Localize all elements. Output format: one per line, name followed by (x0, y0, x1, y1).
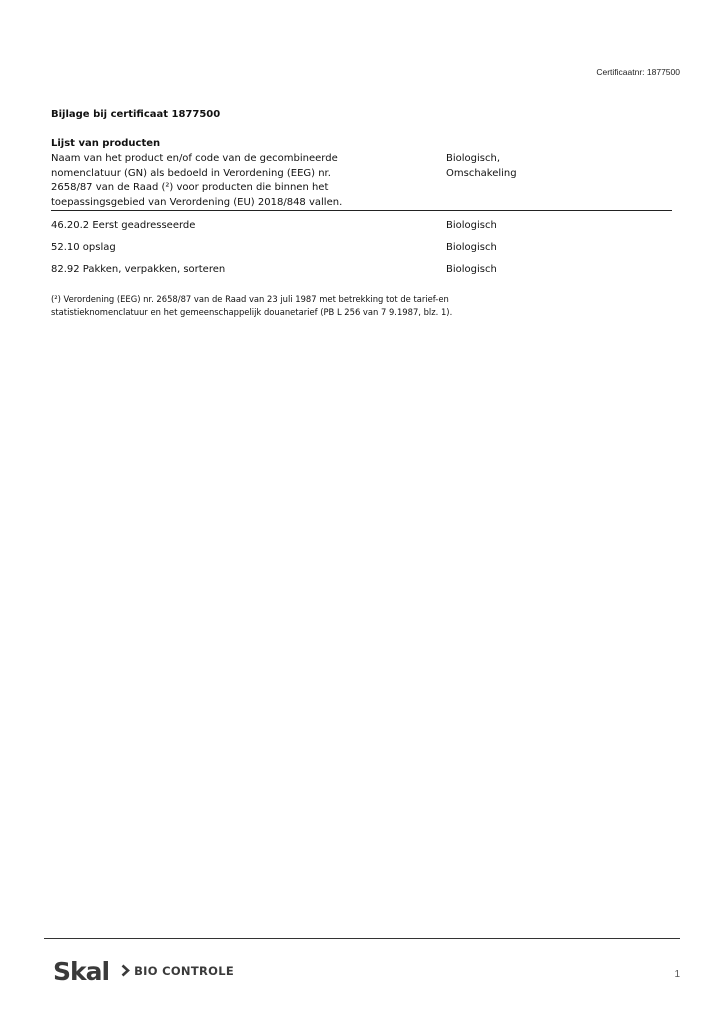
table-row (51, 220, 672, 242)
header-product-line: nomenclatuur (GN) als bedoeld in Verordening (EEG) nr. (51, 167, 331, 179)
page-number: 1 (674, 969, 680, 980)
header-product-column (51, 152, 411, 210)
certificate-number: Certificaatnr: 1877500 (596, 67, 680, 77)
product-table-body (51, 220, 672, 286)
header-status-column (446, 152, 666, 181)
product-code: 52.10 opslag (51, 242, 116, 253)
table-row (51, 264, 672, 286)
annex-title: Bijlage bij certificaat 1877500 (51, 109, 221, 120)
logo-subtext: BIO CONTROLE (134, 964, 235, 978)
footnote-line: (²) Verordening (EEG) nr. 2658/87 van de Raad van 23 juli 1987 met betrekking tot de tarief-en (51, 294, 449, 304)
product-status: Biologisch (446, 220, 497, 231)
header-status-line: Biologisch, (446, 153, 501, 164)
footnote-line: statistieknomenclatuur en het gemeenschappelijk douanetarief (PB L 256 van 7 9.1987, blz. 1). (51, 307, 453, 317)
table-row (51, 242, 672, 264)
product-code: 46.20.2 Eerst geadresseerde (51, 220, 196, 231)
header-product-line: 2658/87 van de Raad (²) voor producten die binnen het (51, 182, 329, 193)
product-status: Biologisch (446, 242, 497, 253)
table-header-divider (51, 210, 672, 211)
product-list-title: Lijst van producten (51, 138, 161, 149)
header-status-line: Omschakeling (446, 167, 517, 179)
skal-logo (53, 955, 234, 987)
logo-wordmark: Skal (53, 956, 110, 986)
footer-divider (44, 938, 680, 939)
header-product-line: Naam van het product en/of code van de gecombineerde (51, 153, 338, 164)
header-product-line: toepassingsgebied van Verordening (EU) 2018/848 vallen. (51, 196, 343, 208)
footnote (51, 293, 521, 319)
product-status: Biologisch (446, 264, 497, 275)
product-code: 82.92 Pakken, verpakken, sorteren (51, 264, 226, 275)
chevron-right-icon (121, 962, 130, 981)
